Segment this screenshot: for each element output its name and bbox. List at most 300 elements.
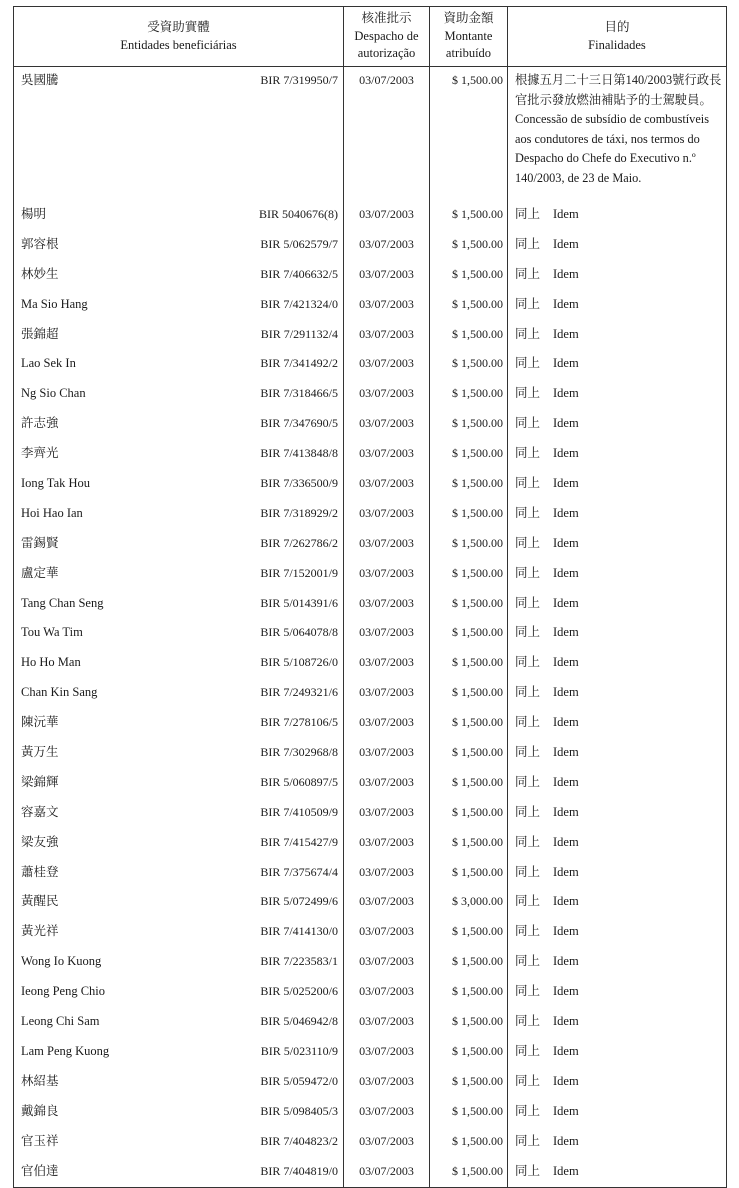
bir-number: BIR 7/413848/8 <box>260 446 338 461</box>
entity-name: Wong Io Kuong <box>21 954 102 969</box>
header-amount <box>430 7 508 67</box>
table-row <box>14 649 727 679</box>
amount: $ 1,500.00 <box>430 590 508 620</box>
table-row <box>14 1068 727 1098</box>
amount: $ 1,500.00 <box>430 1008 508 1038</box>
entity-name: 雷錫賢 <box>21 535 59 550</box>
dispatch-date: 03/07/2003 <box>344 67 430 202</box>
purpose-zh: 根據五月二十三日第140/2003號行政長官批示發放燃油補貼予的士駕駛員。 <box>515 73 722 107</box>
purpose-same-pt: Idem <box>553 595 579 610</box>
dispatch-date: 03/07/2003 <box>344 978 430 1008</box>
table-row <box>14 560 727 590</box>
amount: $ 1,500.00 <box>430 829 508 859</box>
purpose-same-pt: Idem <box>553 774 579 789</box>
dispatch-date: 03/07/2003 <box>344 769 430 799</box>
amount: $ 1,500.00 <box>430 918 508 948</box>
purpose-same-pt: Idem <box>553 296 579 311</box>
entity-name: 吳國騰 <box>21 73 59 87</box>
table-row <box>14 261 727 291</box>
dispatch-date: 03/07/2003 <box>344 470 430 500</box>
table-row <box>14 1008 727 1038</box>
purpose-same-zh: 同上 <box>515 984 541 999</box>
bir-number: BIR 7/223583/1 <box>260 954 338 969</box>
purpose-same-pt: Idem <box>553 894 579 909</box>
purpose-same-zh: 同上 <box>515 236 541 251</box>
header-entities <box>14 7 344 67</box>
dispatch-date: 03/07/2003 <box>344 1128 430 1158</box>
purpose-cell <box>508 619 727 649</box>
dispatch-date: 03/07/2003 <box>344 649 430 679</box>
purpose-same-pt: Idem <box>553 625 579 640</box>
amount: $ 1,500.00 <box>430 978 508 1008</box>
bir-number: BIR 7/291132/4 <box>260 326 338 341</box>
amount: $ 1,500.00 <box>430 1098 508 1128</box>
purpose-same-zh: 同上 <box>515 1163 541 1178</box>
dispatch-date: 03/07/2003 <box>344 261 430 291</box>
purpose-same-pt: Idem <box>553 1103 579 1118</box>
amount: $ 1,500.00 <box>430 350 508 380</box>
bir-number: BIR 5/060897/5 <box>260 774 338 789</box>
header-entities-pt: Entidades beneficiárias <box>120 37 237 52</box>
dispatch-date: 03/07/2003 <box>344 1038 430 1068</box>
entity-name: 郭容根 <box>21 236 59 251</box>
dispatch-date: 03/07/2003 <box>344 201 430 231</box>
bir-number: BIR 5/059472/0 <box>260 1073 338 1088</box>
purpose-cell <box>508 859 727 889</box>
header-amount-pt2: atribuído <box>445 46 492 61</box>
dispatch-date: 03/07/2003 <box>344 739 430 769</box>
purpose-cell <box>508 948 727 978</box>
purpose-cell <box>508 799 727 829</box>
amount: $ 1,500.00 <box>430 769 508 799</box>
bir-number: BIR 7/421324/0 <box>260 296 338 311</box>
amount: $ 1,500.00 <box>430 291 508 321</box>
amount: $ 1,500.00 <box>430 201 508 231</box>
amount: $ 1,500.00 <box>430 948 508 978</box>
table-row <box>14 769 727 799</box>
entity-name: Tou Wa Tim <box>21 625 83 640</box>
bir-number: BIR 5/064078/8 <box>260 625 338 640</box>
dispatch-date: 03/07/2003 <box>344 1008 430 1038</box>
purpose-same-zh: 同上 <box>515 595 541 610</box>
entity-cell <box>14 231 344 261</box>
purpose-same-zh: 同上 <box>515 685 541 700</box>
purpose-cell <box>508 1068 727 1098</box>
table-row <box>14 888 727 918</box>
dispatch-date: 03/07/2003 <box>344 829 430 859</box>
header-amount-pt1: Montante <box>444 28 493 43</box>
purpose-cell <box>508 470 727 500</box>
table-row <box>14 590 727 620</box>
purpose-cell <box>508 350 727 380</box>
table-row <box>14 470 727 500</box>
entity-name: Lao Sek In <box>21 356 76 371</box>
purpose-cell <box>508 769 727 799</box>
purpose-cell <box>508 1158 727 1188</box>
header-dispatch-zh: 核准批示 <box>361 11 412 26</box>
entity-name: 許志強 <box>21 416 59 431</box>
dispatch-date: 03/07/2003 <box>344 679 430 709</box>
purpose-cell <box>508 978 727 1008</box>
dispatch-date: 03/07/2003 <box>344 560 430 590</box>
purpose-cell <box>508 679 727 709</box>
entity-name: 林紹基 <box>21 1073 59 1088</box>
bir-number: BIR 5/023110/9 <box>260 1043 338 1058</box>
purpose-same-pt: Idem <box>553 834 579 849</box>
header-dispatch <box>344 7 430 67</box>
bir-number: BIR 5040676(8) <box>259 207 338 221</box>
entity-cell <box>14 619 344 649</box>
bir-number: BIR 7/341492/2 <box>260 356 338 371</box>
purpose-same-zh: 同上 <box>515 1073 541 1088</box>
dispatch-date: 03/07/2003 <box>344 918 430 948</box>
dispatch-date: 03/07/2003 <box>344 500 430 530</box>
purpose-same-pt: Idem <box>553 476 579 491</box>
purpose-same-pt: Idem <box>553 1133 579 1148</box>
amount: $ 1,500.00 <box>430 261 508 291</box>
amount: $ 1,500.00 <box>430 649 508 679</box>
purpose-cell <box>508 888 727 918</box>
table-row <box>14 739 727 769</box>
purpose-cell <box>508 739 727 769</box>
table-row <box>14 619 727 649</box>
table-row <box>14 978 727 1008</box>
entity-name: 梁錦輝 <box>21 774 59 789</box>
entity-name: 盧定華 <box>21 565 59 580</box>
table-row <box>14 709 727 739</box>
amount: $ 1,500.00 <box>430 859 508 889</box>
table-row <box>14 350 727 380</box>
purpose-same-pt: Idem <box>553 1043 579 1058</box>
bir-number: BIR 5/025200/6 <box>260 984 338 999</box>
header-dispatch-pt1: Despacho de <box>354 28 419 43</box>
table-row <box>14 380 727 410</box>
amount: $ 1,500.00 <box>430 231 508 261</box>
purpose-cell <box>508 1128 727 1158</box>
purpose-cell <box>508 649 727 679</box>
purpose-same-zh: 同上 <box>515 326 541 341</box>
bir-number: BIR 7/336500/9 <box>260 476 338 491</box>
table-row <box>14 679 727 709</box>
entity-cell <box>14 739 344 769</box>
bir-number: BIR 5/072499/6 <box>260 894 338 909</box>
bir-number: BIR 5/062579/7 <box>260 236 338 251</box>
table-row <box>14 201 727 231</box>
entity-name: 容嘉文 <box>21 804 59 819</box>
entity-cell <box>14 1098 344 1128</box>
amount: $ 1,500.00 <box>430 709 508 739</box>
purpose-cell <box>508 829 727 859</box>
entity-cell <box>14 261 344 291</box>
purpose-same-pt: Idem <box>553 326 579 341</box>
purpose-same-zh: 同上 <box>515 446 541 461</box>
purpose-same-pt: Idem <box>553 266 579 281</box>
amount: $ 1,500.00 <box>430 1128 508 1158</box>
purpose-cell <box>508 231 727 261</box>
amount: $ 1,500.00 <box>430 321 508 351</box>
entity-cell <box>14 769 344 799</box>
purpose-same-zh: 同上 <box>515 1043 541 1058</box>
amount: $ 1,500.00 <box>430 1068 508 1098</box>
header-purpose <box>508 7 727 67</box>
amount: $ 1,500.00 <box>430 67 508 202</box>
amount: $ 1,500.00 <box>430 619 508 649</box>
purpose-same-pt: Idem <box>553 1014 579 1029</box>
entity-cell <box>14 709 344 739</box>
purpose-same-pt: Idem <box>553 984 579 999</box>
purpose-same-zh: 同上 <box>515 715 541 730</box>
amount: $ 1,500.00 <box>430 560 508 590</box>
purpose-same-zh: 同上 <box>515 476 541 491</box>
table-row <box>14 410 727 440</box>
table-row <box>14 859 727 889</box>
amount: $ 1,500.00 <box>430 380 508 410</box>
table-header-row <box>14 7 727 67</box>
entity-name: 楊明 <box>21 207 47 221</box>
dispatch-date: 03/07/2003 <box>344 440 430 470</box>
purpose-cell <box>508 440 727 470</box>
bir-number: BIR 7/375674/4 <box>260 864 338 879</box>
purpose-same-zh: 同上 <box>515 1103 541 1118</box>
purpose-same-zh: 同上 <box>515 924 541 939</box>
entity-cell <box>14 1128 344 1158</box>
amount: $ 3,000.00 <box>430 888 508 918</box>
bir-number: BIR 5/098405/3 <box>260 1103 338 1118</box>
table-row <box>14 530 727 560</box>
entity-name: 黃万生 <box>21 745 59 760</box>
entity-cell <box>14 1038 344 1068</box>
dispatch-date: 03/07/2003 <box>344 859 430 889</box>
bir-number: BIR 7/249321/6 <box>260 685 338 700</box>
purpose-same-pt: Idem <box>553 804 579 819</box>
purpose-same-pt: Idem <box>553 207 579 221</box>
entity-name: Hoi Hao Ian <box>21 505 83 520</box>
purpose-cell <box>508 261 727 291</box>
purpose-same-pt: Idem <box>553 1163 579 1178</box>
dispatch-date: 03/07/2003 <box>344 410 430 440</box>
purpose-cell <box>508 410 727 440</box>
purpose-same-pt: Idem <box>553 924 579 939</box>
entity-name: 戴錦良 <box>21 1103 59 1118</box>
bir-number: BIR 5/046942/8 <box>260 1014 338 1029</box>
amount: $ 1,500.00 <box>430 739 508 769</box>
entity-cell <box>14 291 344 321</box>
entity-name: 梁友強 <box>21 834 59 849</box>
entity-name: 黃光祥 <box>21 924 59 939</box>
bir-number: BIR 7/406632/5 <box>260 266 338 281</box>
table-row <box>14 799 727 829</box>
entity-cell <box>14 321 344 351</box>
dispatch-date: 03/07/2003 <box>344 380 430 410</box>
purpose-same-pt: Idem <box>553 565 579 580</box>
beneficiaries-table <box>13 6 727 1188</box>
purpose-same-zh: 同上 <box>515 774 541 789</box>
entity-cell <box>14 530 344 560</box>
entity-name: 蕭桂登 <box>21 864 59 879</box>
header-dispatch-pt2: autorização <box>357 46 416 61</box>
purpose-same-pt: Idem <box>553 954 579 969</box>
amount: $ 1,500.00 <box>430 799 508 829</box>
purpose-cell <box>508 530 727 560</box>
entity-name: 張錦超 <box>21 326 59 341</box>
header-amount-zh: 資助金額 <box>443 11 494 26</box>
purpose-same-zh: 同上 <box>515 834 541 849</box>
entity-cell <box>14 1158 344 1188</box>
purpose-cell <box>508 201 727 231</box>
amount: $ 1,500.00 <box>430 1038 508 1068</box>
entity-cell <box>14 679 344 709</box>
purpose-cell <box>508 709 727 739</box>
dispatch-date: 03/07/2003 <box>344 231 430 261</box>
bir-number: BIR 7/318466/5 <box>260 386 338 401</box>
purpose-pt: Concessão de subsídio de combustíveis aos condutores de táxi, nos termos do Despacho do Chefe do Executivo n.º 140/2003, de 23 de Maio. <box>515 112 709 185</box>
purpose-cell <box>508 380 727 410</box>
entity-name: Iong Tak Hou <box>21 476 91 491</box>
bir-number: BIR 7/347690/5 <box>260 416 338 431</box>
purpose-same-pt: Idem <box>553 236 579 251</box>
entity-cell <box>14 649 344 679</box>
table-row <box>14 829 727 859</box>
purpose-same-pt: Idem <box>553 864 579 879</box>
purpose-same-pt: Idem <box>553 655 579 670</box>
dispatch-date: 03/07/2003 <box>344 590 430 620</box>
purpose-same-zh: 同上 <box>515 864 541 879</box>
dispatch-date: 03/07/2003 <box>344 350 430 380</box>
entity-name: Tang Chan Seng <box>21 595 104 610</box>
entity-name: Leong Chi Sam <box>21 1014 100 1029</box>
bir-number: BIR 7/410509/9 <box>260 804 338 819</box>
amount: $ 1,500.00 <box>430 500 508 530</box>
purpose-same-zh: 同上 <box>515 625 541 640</box>
bir-number: BIR 7/262786/2 <box>260 535 338 550</box>
entity-name: Ng Sio Chan <box>21 386 86 401</box>
dispatch-date: 03/07/2003 <box>344 888 430 918</box>
entity-cell <box>14 440 344 470</box>
purpose-cell <box>508 590 727 620</box>
purpose-same-zh: 同上 <box>515 745 541 760</box>
entity-cell <box>14 500 344 530</box>
table-row <box>14 321 727 351</box>
entity-cell <box>14 978 344 1008</box>
purpose-same-pt: Idem <box>553 685 579 700</box>
purpose-same-pt: Idem <box>553 356 579 371</box>
entity-cell <box>14 859 344 889</box>
dispatch-date: 03/07/2003 <box>344 619 430 649</box>
amount: $ 1,500.00 <box>430 679 508 709</box>
entity-name: Chan Kin Sang <box>21 685 98 700</box>
entity-cell <box>14 410 344 440</box>
entity-name: 李齊光 <box>21 446 59 461</box>
table-row <box>14 440 727 470</box>
entity-name: 官伯達 <box>21 1163 59 1178</box>
entity-name: Ma Sio Hang <box>21 296 88 311</box>
amount: $ 1,500.00 <box>430 530 508 560</box>
purpose-same-zh: 同上 <box>515 356 541 371</box>
purpose-cell <box>508 67 727 202</box>
table-row <box>14 1158 727 1188</box>
purpose-cell <box>508 918 727 948</box>
bir-number: BIR 7/414130/0 <box>260 924 338 939</box>
entity-name: Ieong Peng Chio <box>21 984 106 999</box>
dispatch-date: 03/07/2003 <box>344 321 430 351</box>
purpose-same-pt: Idem <box>553 386 579 401</box>
purpose-same-zh: 同上 <box>515 207 541 221</box>
dispatch-date: 03/07/2003 <box>344 799 430 829</box>
table-row <box>14 231 727 261</box>
table-row <box>14 918 727 948</box>
dispatch-date: 03/07/2003 <box>344 1068 430 1098</box>
table-row <box>14 1128 727 1158</box>
purpose-cell <box>508 321 727 351</box>
purpose-cell <box>508 1008 727 1038</box>
entity-cell <box>14 1008 344 1038</box>
purpose-same-zh: 同上 <box>515 505 541 520</box>
table-row <box>14 1098 727 1128</box>
header-entities-zh: 受資助實體 <box>147 20 210 34</box>
purpose-same-zh: 同上 <box>515 655 541 670</box>
entity-cell <box>14 1068 344 1098</box>
entity-name: 林妙生 <box>21 266 59 281</box>
purpose-cell <box>508 500 727 530</box>
table-row <box>14 1038 727 1068</box>
amount: $ 1,500.00 <box>430 410 508 440</box>
purpose-same-pt: Idem <box>553 745 579 760</box>
bir-number: BIR 5/014391/6 <box>260 595 338 610</box>
entity-cell <box>14 380 344 410</box>
purpose-same-zh: 同上 <box>515 296 541 311</box>
dispatch-date: 03/07/2003 <box>344 530 430 560</box>
purpose-cell <box>508 1098 727 1128</box>
entity-cell <box>14 590 344 620</box>
bir-number: BIR 7/404819/0 <box>260 1163 338 1178</box>
bir-number: BIR 7/404823/2 <box>260 1133 338 1148</box>
purpose-same-zh: 同上 <box>515 1014 541 1029</box>
purpose-same-zh: 同上 <box>515 266 541 281</box>
bir-number: BIR 7/152001/9 <box>260 565 338 580</box>
entity-name: 官玉祥 <box>21 1133 59 1148</box>
purpose-same-zh: 同上 <box>515 894 541 909</box>
bir-number: BIR 5/108726/0 <box>260 655 338 670</box>
purpose-same-pt: Idem <box>553 1073 579 1088</box>
dispatch-date: 03/07/2003 <box>344 1158 430 1188</box>
purpose-same-zh: 同上 <box>515 386 541 401</box>
table-row <box>14 291 727 321</box>
entity-cell <box>14 67 344 202</box>
purpose-same-pt: Idem <box>553 715 579 730</box>
purpose-cell <box>508 291 727 321</box>
purpose-cell <box>508 1038 727 1068</box>
entity-cell <box>14 829 344 859</box>
bir-number: BIR 7/415427/9 <box>260 834 338 849</box>
purpose-same-zh: 同上 <box>515 535 541 550</box>
entity-cell <box>14 799 344 829</box>
purpose-same-zh: 同上 <box>515 954 541 969</box>
entity-cell <box>14 948 344 978</box>
entity-cell <box>14 888 344 918</box>
purpose-same-zh: 同上 <box>515 1133 541 1148</box>
bir-number: BIR 7/278106/5 <box>260 715 338 730</box>
purpose-same-zh: 同上 <box>515 565 541 580</box>
purpose-same-pt: Idem <box>553 416 579 431</box>
purpose-same-pt: Idem <box>553 446 579 461</box>
dispatch-date: 03/07/2003 <box>344 948 430 978</box>
purpose-same-zh: 同上 <box>515 804 541 819</box>
entity-name: 黃醒民 <box>21 894 59 909</box>
entity-cell <box>14 470 344 500</box>
table-row <box>14 67 727 202</box>
amount: $ 1,500.00 <box>430 1158 508 1188</box>
bir-number: BIR 7/302968/8 <box>260 745 338 760</box>
